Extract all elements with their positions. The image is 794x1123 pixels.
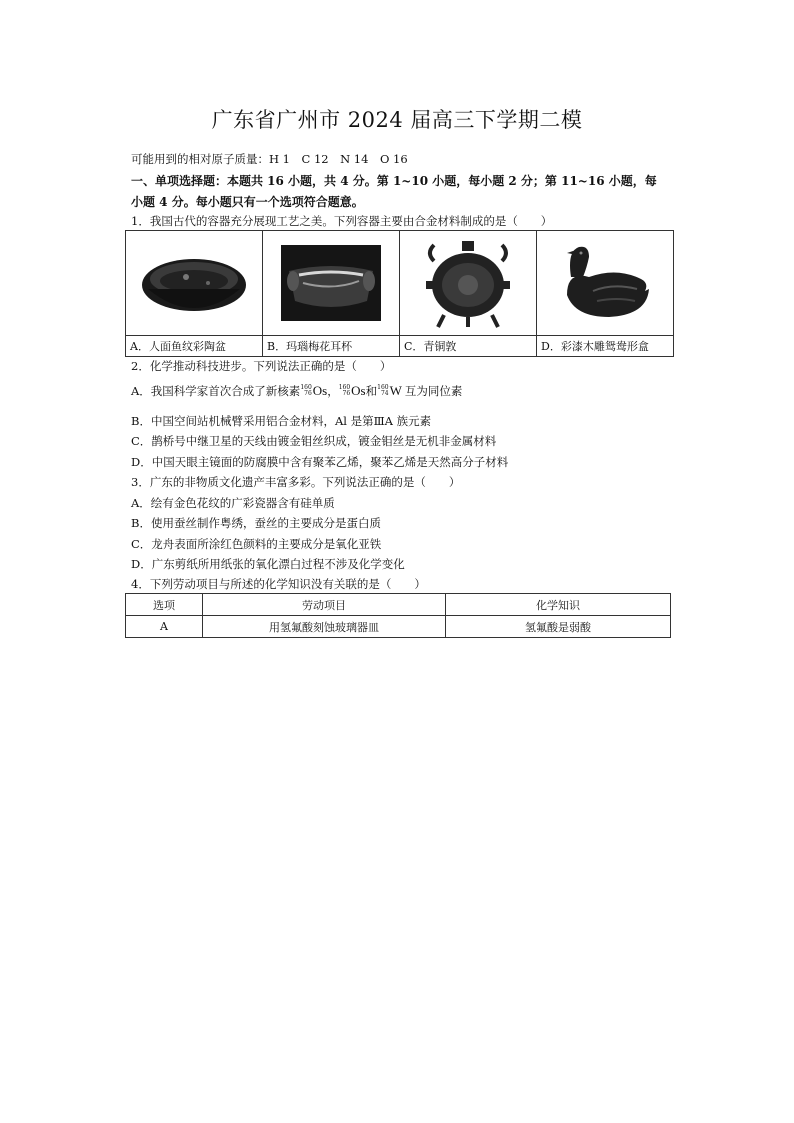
isotope-os-1-numbers xyxy=(300,385,311,397)
q2-option-a-prefix: A．我国科学家首次合成了新核素 xyxy=(131,384,301,398)
q4-row-a-knowledge: 氢氟酸是弱酸 xyxy=(446,616,671,638)
isotope-os-2-z: 76 xyxy=(342,390,351,397)
q1-option-a[interactable]: A．人面鱼纹彩陶盆 xyxy=(126,336,263,357)
isotope-w-z: 74 xyxy=(380,390,389,397)
q4-header-labor: 劳动项目 xyxy=(203,594,446,616)
q4-stem: 4．下列劳动项目与所述的化学知识没有关联的是（ ） xyxy=(131,577,426,591)
mandarin-duck-box-image xyxy=(537,231,673,335)
isotope-os-2-mass: 160 xyxy=(338,384,351,391)
q4-row-a-labor: 用氢氟酸刻蚀玻璃器皿 xyxy=(203,616,446,638)
q1-image-a xyxy=(126,231,263,336)
agate-cup-image xyxy=(263,231,399,335)
q2-option-b[interactable]: B．中国空间站机械臂采用铝合金材料，Al 是第ⅢA 族元素 xyxy=(131,414,432,428)
isotope-os-2-symbol: Os xyxy=(351,383,366,398)
isotope-w-mass: 160 xyxy=(377,384,389,391)
q1-image-c xyxy=(400,231,537,336)
isotope-w-numbers xyxy=(377,385,388,397)
table-row[interactable] xyxy=(126,616,671,638)
q1-option-b[interactable]: B．玛瑙梅花耳杯 xyxy=(263,336,400,357)
isotope-os-1-z: 76 xyxy=(304,390,312,397)
q3-stem: 3．广东的非物质文化遗产丰富多彩。下列说法正确的是（ ） xyxy=(131,475,461,489)
q2-option-a-and: 和 xyxy=(365,384,378,398)
q2-option-c[interactable]: C．鹊桥号中继卫星的天线由镀金钼丝织成，镀金钼丝是无机非金属材料 xyxy=(131,434,497,448)
q2-stem: 2．化学推动科技进步。下列说法正确的是（ ） xyxy=(131,359,392,373)
section-heading-line1: 一、单项选择题：本题共 16 小题，共 4 分。第 1~10 小题，每小题 2 分；第 11~16 小题，每 xyxy=(131,174,657,188)
q4-table xyxy=(125,593,671,638)
q3-option-b[interactable]: B．使用蚕丝制作粤绣，蚕丝的主要成分是蛋白质 xyxy=(131,516,381,530)
q4-row-a-option: A xyxy=(126,616,203,638)
q1-image-b xyxy=(263,231,400,336)
q2-option-a-suffix: 互为同位素 xyxy=(404,384,463,398)
q3-option-c[interactable]: C．龙舟表面所涂红色颜料的主要成分是氧化亚铁 xyxy=(131,537,382,551)
q1-option-d[interactable]: D．彩漆木雕鸳鸯形盒 xyxy=(537,336,674,357)
q4-header-knowledge: 化学知识 xyxy=(446,594,671,616)
q3-option-d[interactable]: D．广东剪纸所用纸张的氧化漂白过程不涉及化学变化 xyxy=(131,557,405,571)
atomic-masses: 可能用到的相对原子质量：H 1 C 12 N 14 O 16 xyxy=(131,152,408,166)
q4-table-header-row xyxy=(126,594,671,616)
isotope-w-symbol: W xyxy=(389,383,402,398)
q2-option-d[interactable]: D．中国天眼主镜面的防腐膜中含有聚苯乙烯，聚苯乙烯是天然高分子材料 xyxy=(131,455,509,469)
q1-stem: 1．我国古代的容器充分展现工艺之美。下列容器主要由合金材料制成的是（ ） xyxy=(131,214,553,228)
section-heading-line2: 小题 4 分。每小题只有一个选项符合题意。 xyxy=(131,195,364,209)
isotope-os-1-symbol: Os xyxy=(312,383,328,398)
isotope-os-2-numbers xyxy=(339,385,350,397)
q1-image-table xyxy=(125,230,674,357)
q1-option-c[interactable]: C．青铜敦 xyxy=(400,336,537,357)
q2-option-a[interactable] xyxy=(131,383,462,399)
q3-option-a[interactable]: A．绘有金色花纹的广彩瓷器含有硅单质 xyxy=(131,496,335,510)
q1-image-d xyxy=(537,231,674,336)
q4-header-option: 选项 xyxy=(126,594,203,616)
isotope-os-1-mass: 160 xyxy=(300,384,312,391)
page-title: 广东省广州市 2024 届高三下学期二模 xyxy=(211,108,583,132)
bronze-dui-image xyxy=(400,231,536,335)
q2-option-a-comma: ， xyxy=(327,384,339,398)
pottery-basin-image xyxy=(126,231,262,335)
